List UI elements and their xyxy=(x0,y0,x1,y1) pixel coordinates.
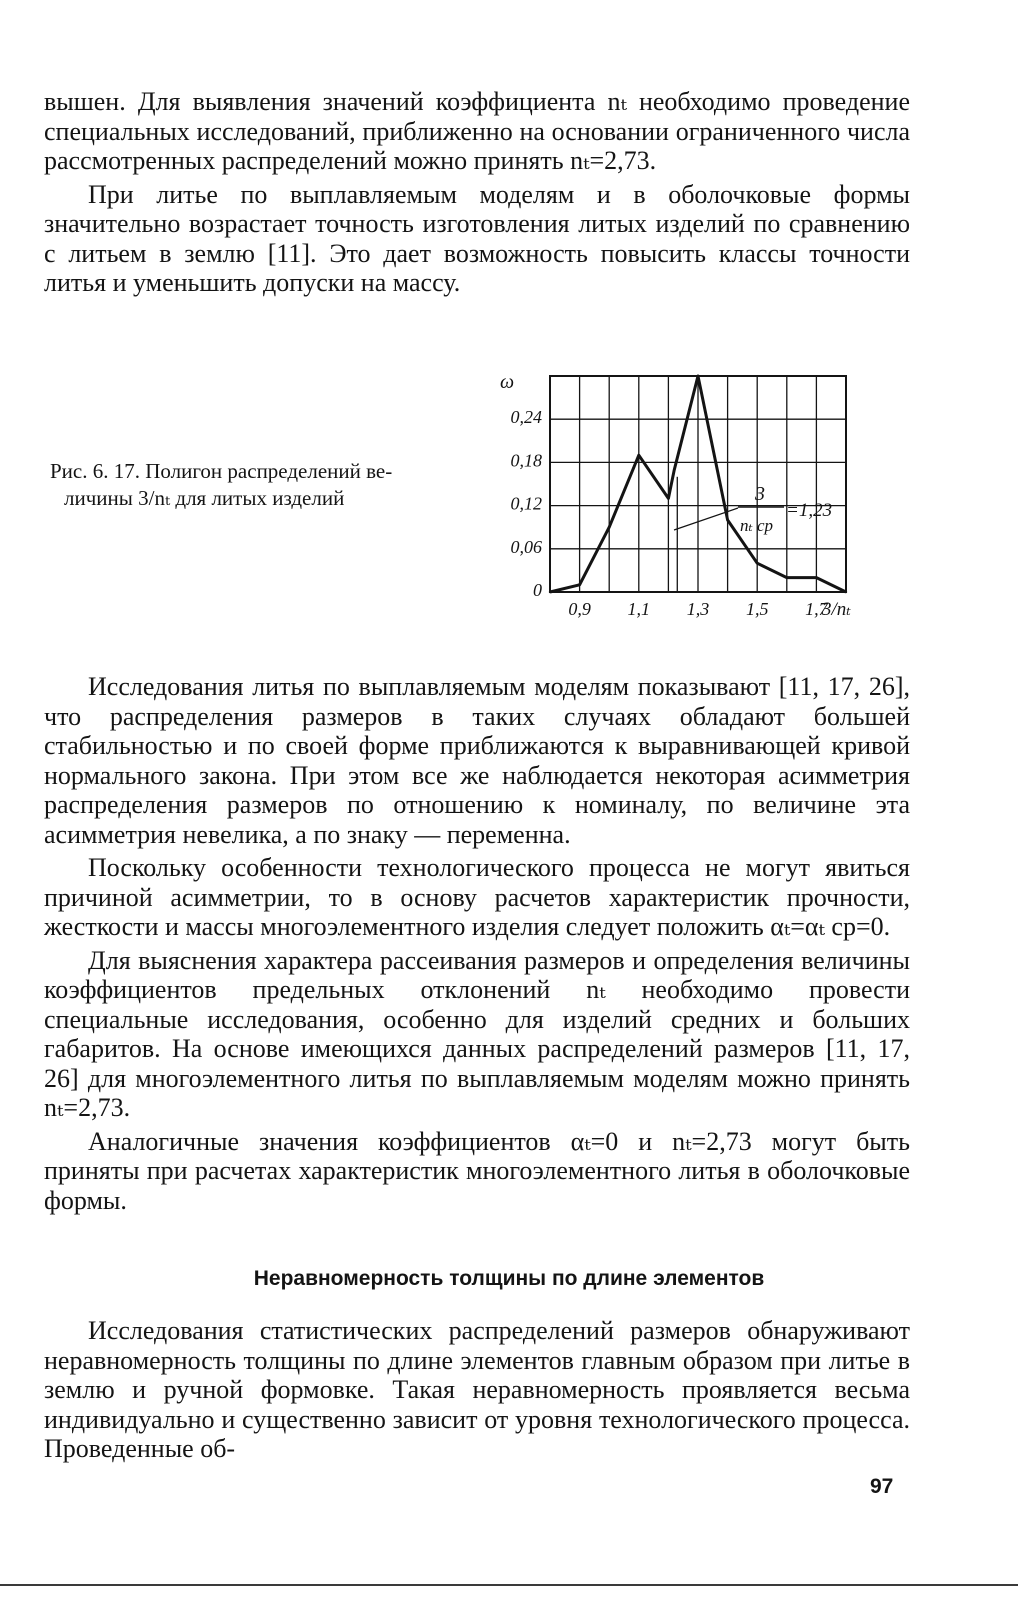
paragraph: Исследования статистических распределений размеров обнаруживают неравномерность толщины по длине элементов главным образом при литье в землю и ручной формовке. Такая неравномерность проявляется весьма индивидуально и существенно зависит от уровня технологического процесса. Проведенные об- xyxy=(44,1316,910,1463)
annotation-denominator: nₜ ср xyxy=(740,516,773,535)
y-axis-label: ω xyxy=(500,371,515,393)
data-point xyxy=(756,562,758,564)
data-point xyxy=(549,591,551,593)
x-tick-label: 0,9 xyxy=(568,599,591,619)
paragraph: Поскольку особенности технологического процесса не могут явиться причиной асимметрии, то в основу расчетов характеристик прочности, жесткости и массы многоэлементного изделия следует положить αₜ=αₜ ср=0. xyxy=(44,853,910,941)
figure-caption-line: личины 3/nₜ для литых изделий xyxy=(64,486,345,510)
data-point xyxy=(638,454,640,456)
x-tick-labels xyxy=(568,599,828,619)
data-point xyxy=(697,375,699,377)
data-point xyxy=(667,497,669,499)
figure-caption xyxy=(50,458,470,512)
data-point xyxy=(726,519,728,521)
y-tick-label: 0,24 xyxy=(510,407,542,428)
paragraph: вышен. Для выявления значений коэффициента nₜ необходимо проведение специальных исследований, приближенно на основании ограниченного числа рассмотренных распределений можно принять nₜ=2,73. xyxy=(44,87,910,175)
paragraph: Для выяснения характера рассеивания размеров и определения величины коэффициентов предельных отклонений nₜ необходимо провести специальные исследования, особенно для изделий средних и больших габаритов. На основе имеющихся данных распределений размеров [11, 17, 26] для многоэлементного литья по выплавляемым моделям можно принять nₜ=2,73. xyxy=(44,945,910,1122)
x-axis-label: 3/nₜ xyxy=(822,599,851,620)
data-point xyxy=(815,576,817,578)
x-tick-label: 1,3 xyxy=(686,599,710,619)
x-tick-label: 1,7 xyxy=(805,599,828,619)
paragraph: Аналогичные значения коэффициентов αₜ=0 и nₜ=2,73 могут быть приняты при расчетах характеристик многоэлементного литья в оболочковые формы. xyxy=(44,1126,910,1215)
page-bottom-rule xyxy=(0,1584,1018,1586)
paragraph: При литье по выплавляемым моделям и в оболочковые формы значительно возрастает точность изготовления литых изделий по сравнению с литьем в землю [11]. Это дает возможность повысить классы точности литья и уменьшить допуски на массу. xyxy=(44,179,910,297)
annotation-value: =1,23 xyxy=(786,500,833,521)
data-point xyxy=(608,526,610,528)
chart-grid xyxy=(550,376,846,592)
x-tick-label: 1,1 xyxy=(627,599,651,619)
middle-text-block xyxy=(44,672,910,1215)
paragraph: Исследования литья по выплавляемым моделям показывают [11, 17, 26], что распределения размеров в таких случаях обладают большей стабильностью и по своей форме приближаются к выравнивающей кривой нормального закона. При этом все же наблюдается некоторая асимметрия распределения размеров по отношению к номиналу, по величине эта асимметрия невелика, а по знаку — переменна. xyxy=(44,672,910,849)
y-tick-labels xyxy=(511,407,543,600)
top-text-block xyxy=(44,87,910,298)
data-point xyxy=(845,591,847,593)
annotation-numerator: 3 xyxy=(755,483,765,505)
figure-caption-line: Рис. 6. 17. Полигон распределений ве- xyxy=(50,459,393,483)
page-number: 97 xyxy=(870,1475,894,1498)
data-point xyxy=(786,576,788,578)
section-heading: Неравномерность толщины по длине элементов xyxy=(253,1267,765,1290)
x-tick-label: 1,5 xyxy=(745,599,769,619)
data-point xyxy=(578,584,580,586)
data-point xyxy=(673,468,675,470)
y-tick-label: 0,12 xyxy=(510,493,542,514)
distribution-polygon-chart xyxy=(470,360,870,640)
y-tick-label: 0 xyxy=(533,580,542,600)
bottom-text-block xyxy=(44,1316,910,1464)
y-tick-label: 0,18 xyxy=(510,450,542,471)
y-tick-label: 0,06 xyxy=(510,536,542,557)
